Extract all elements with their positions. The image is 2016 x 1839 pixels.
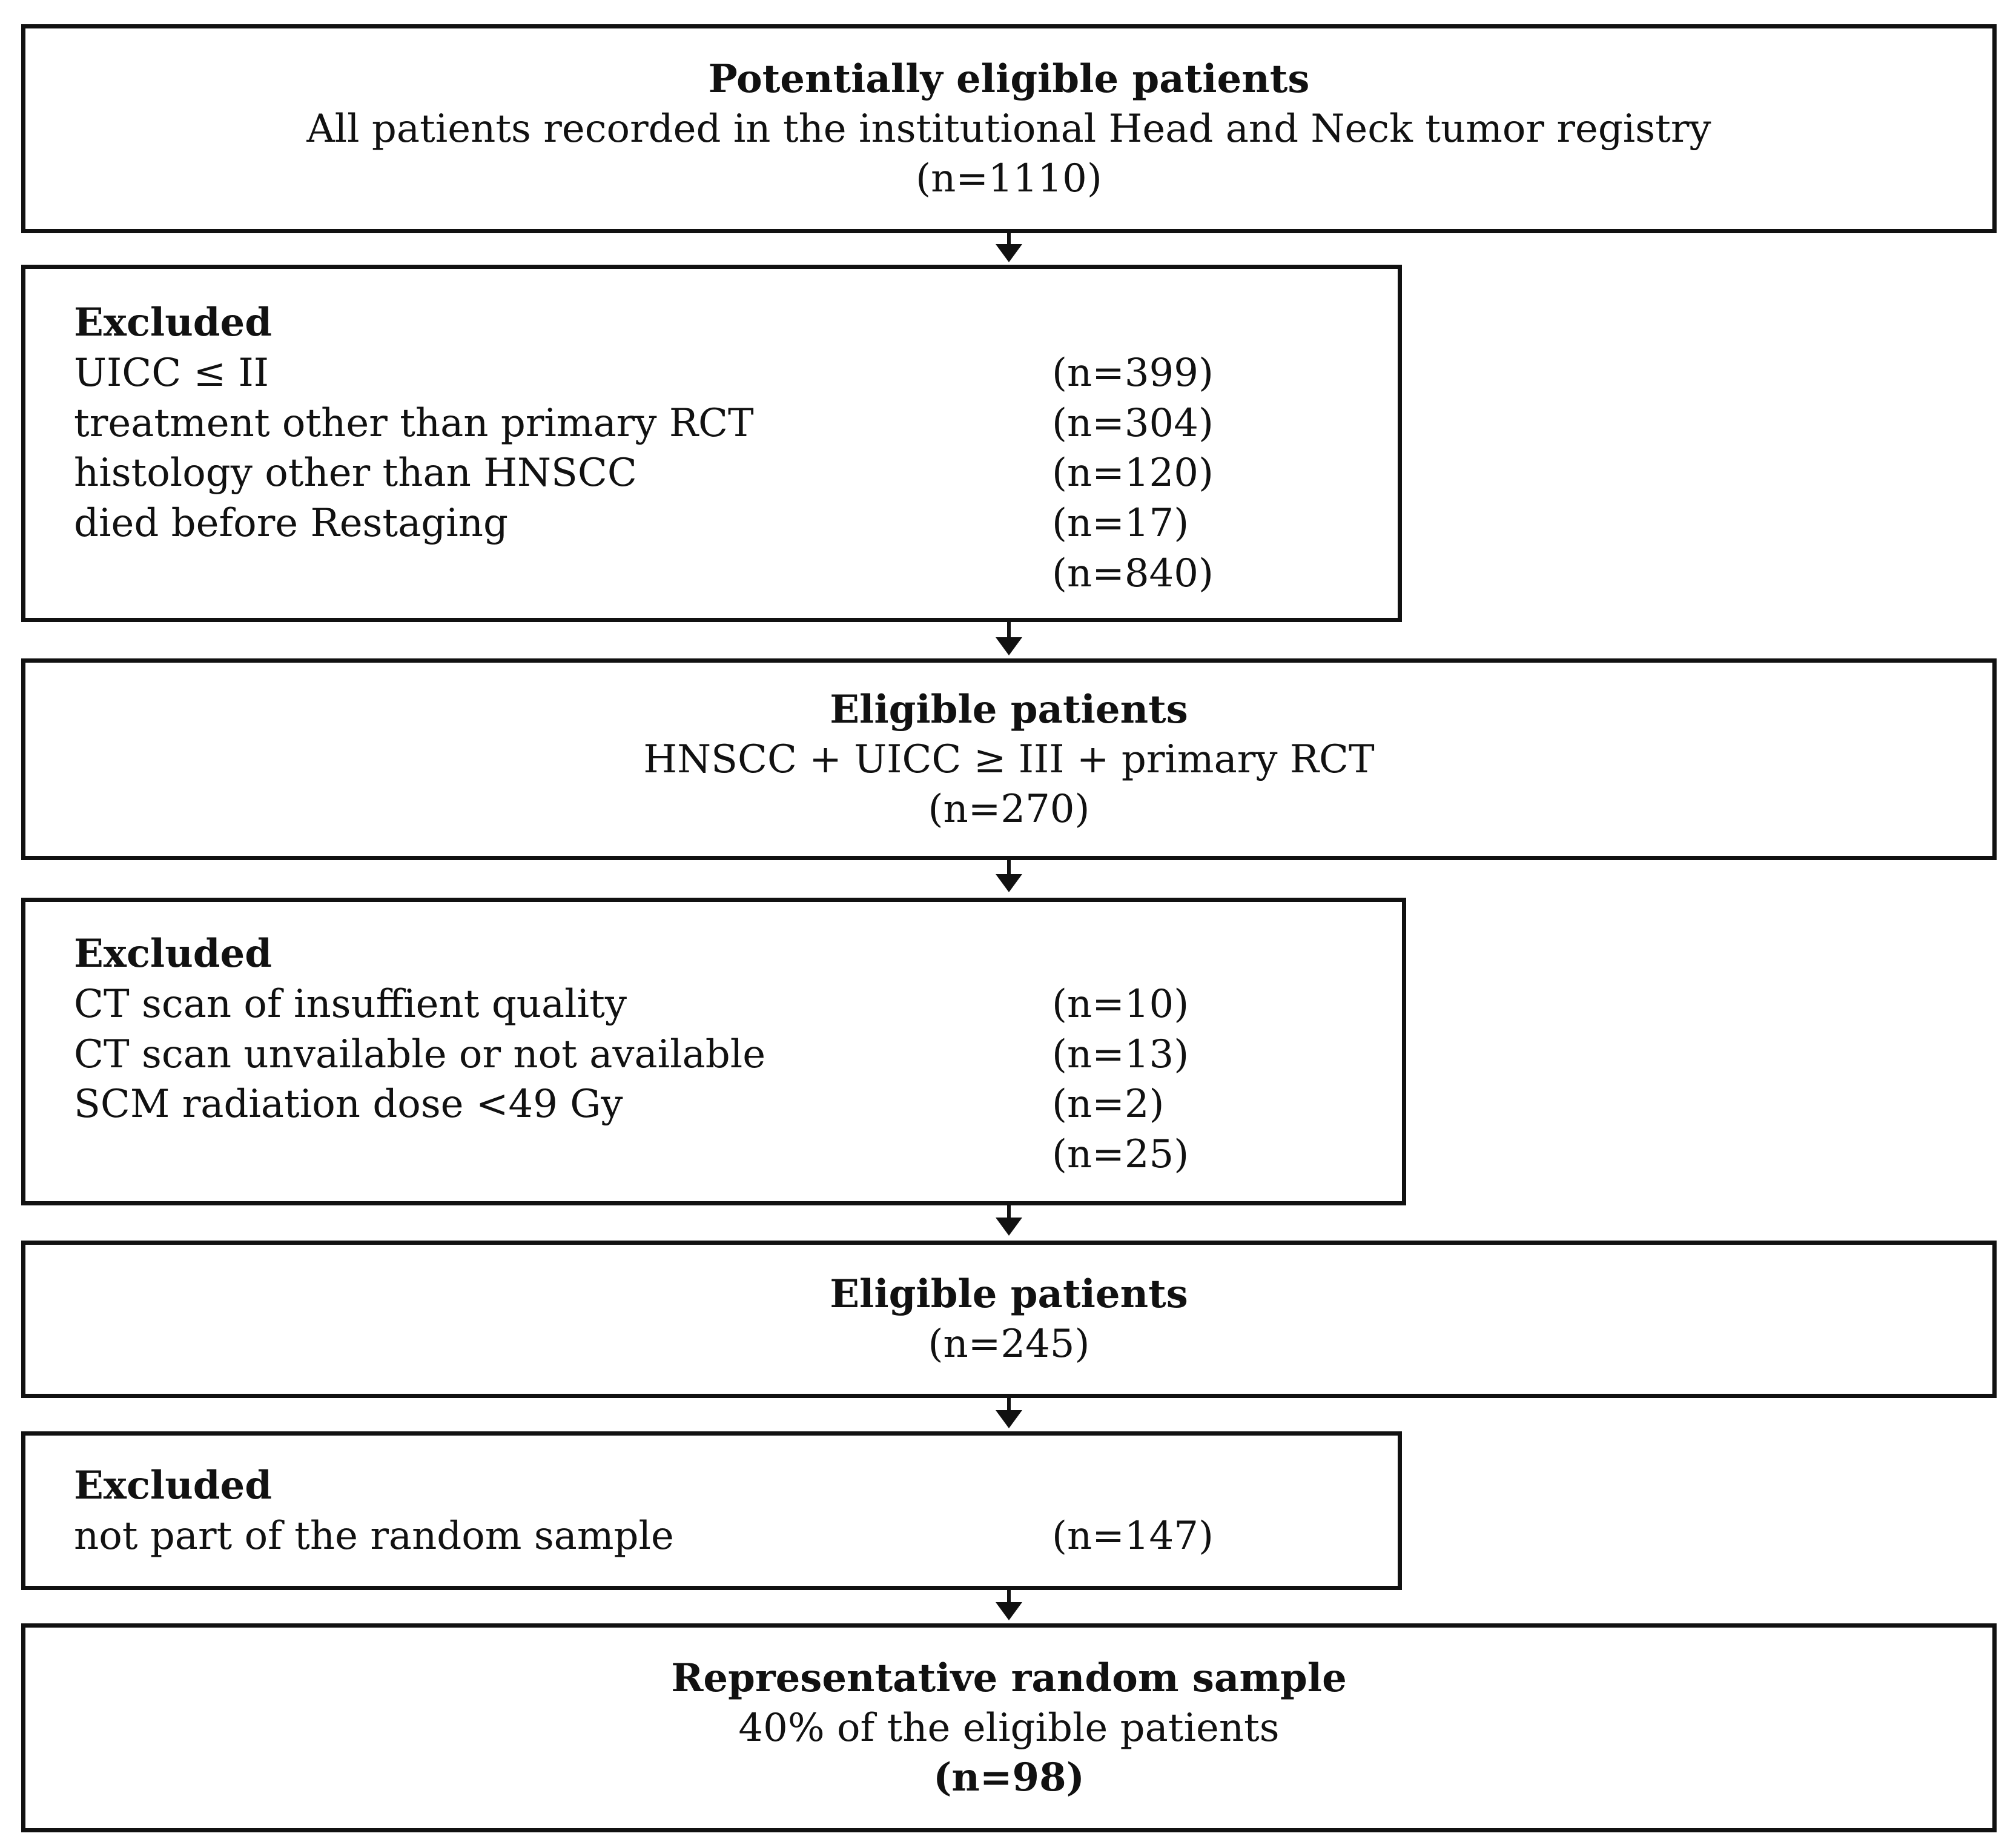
excluded-total: (n=840) <box>1052 551 1214 596</box>
excluded-box-1 <box>21 265 1402 622</box>
connector-line <box>1007 860 1011 875</box>
excluded-count: (n=17) <box>1052 501 1189 546</box>
eligible-patients-final-box <box>21 1241 1997 1398</box>
eligible-patients-title: Eligible patients <box>830 686 1188 732</box>
potentially-eligible-count: (n=1110) <box>916 156 1102 201</box>
eligible-criteria: HNSCC + UICC ≥ III + primary RCT <box>643 737 1375 782</box>
potentially-eligible-subtitle: All patients recorded in the institutional Head and Neck tumor registry <box>306 106 1711 151</box>
excluded-count: (n=399) <box>1052 351 1214 396</box>
excluded-count: (n=304) <box>1052 401 1214 446</box>
excluded-reason: SCM radiation dose <49 Gy <box>74 1082 623 1127</box>
connector-line <box>1007 622 1011 639</box>
connector-line <box>1007 1205 1011 1219</box>
excluded-box-3 <box>21 1431 1402 1590</box>
random-sample-title: Representative random sample <box>671 1655 1347 1701</box>
excluded-title: Excluded <box>74 1463 272 1508</box>
random-sample-subtitle: 40% of the eligible patients <box>738 1705 1280 1751</box>
excluded-count: (n=147) <box>1052 1514 1214 1559</box>
connector-line <box>1007 1590 1011 1603</box>
arrowhead <box>996 1410 1022 1428</box>
excluded-reason: UICC ≤ II <box>74 351 269 396</box>
excluded-total: (n=25) <box>1052 1132 1189 1177</box>
arrowhead <box>996 874 1022 892</box>
connector-line <box>1007 1398 1011 1411</box>
potentially-eligible-box <box>21 24 1997 233</box>
excluded-count: (n=120) <box>1052 451 1214 495</box>
excluded-reason: CT scan unvailable or not available <box>74 1032 766 1077</box>
excluded-reason: treatment other than primary RCT <box>74 401 754 446</box>
excluded-reason: not part of the random sample <box>74 1514 674 1559</box>
arrowhead <box>996 1602 1022 1620</box>
arrowhead <box>996 244 1022 262</box>
connector-line <box>1007 233 1011 245</box>
random-sample-count: (n=98) <box>933 1754 1085 1800</box>
eligible-patients-title: Eligible patients <box>830 1271 1188 1317</box>
excluded-reason: died before Restaging <box>74 501 508 546</box>
excluded-count: (n=2) <box>1052 1082 1165 1127</box>
excluded-count: (n=13) <box>1052 1032 1189 1077</box>
excluded-box-2 <box>21 898 1406 1205</box>
eligible-patients-box <box>21 658 1997 860</box>
random-sample-box <box>21 1623 1997 1832</box>
eligible-patients-count: (n=270) <box>928 786 1090 832</box>
excluded-count: (n=10) <box>1052 982 1189 1027</box>
excluded-reason: histology other than HNSCC <box>74 451 637 495</box>
potentially-eligible-title: Potentially eligible patients <box>708 56 1310 102</box>
arrowhead <box>996 1218 1022 1236</box>
excluded-title: Excluded <box>74 931 272 976</box>
arrowhead <box>996 637 1022 655</box>
eligible-patients-count: (n=245) <box>928 1322 1090 1367</box>
excluded-title: Excluded <box>74 300 272 345</box>
excluded-reason: CT scan of insuffient quality <box>74 982 627 1027</box>
